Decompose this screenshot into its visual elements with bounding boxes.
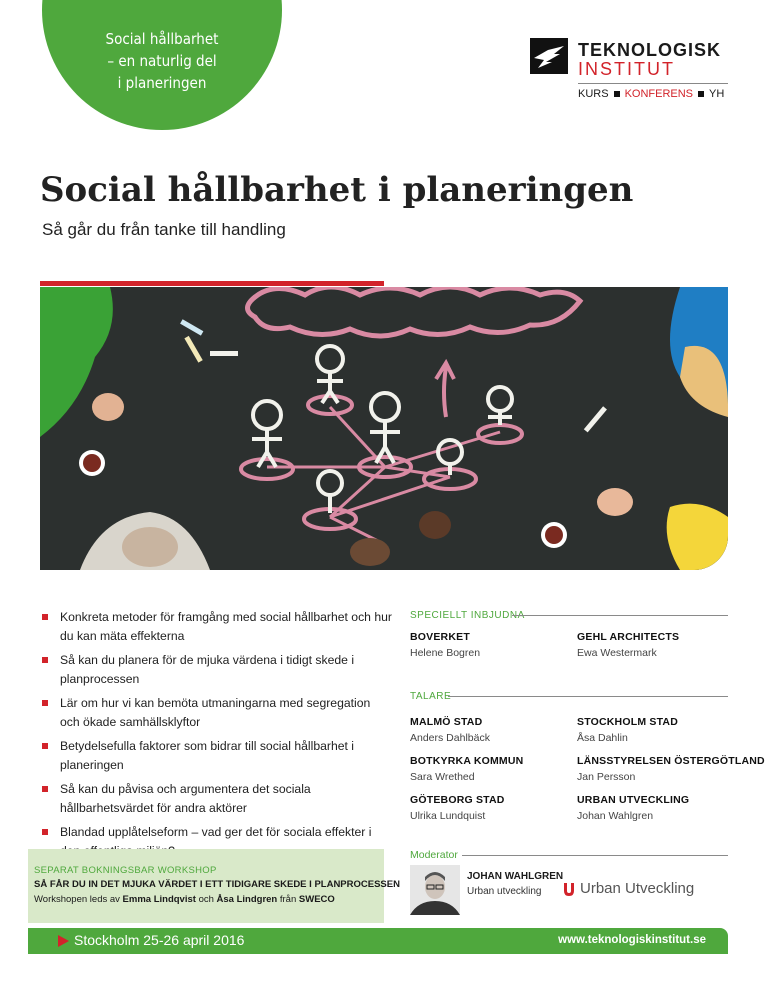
speaker-org: MALMÖ STAD [410, 716, 483, 728]
invited-name: Ewa Westermark [577, 647, 657, 659]
speaker [410, 794, 505, 822]
website-link[interactable]: www.teknologiskinstitut.se [558, 934, 706, 946]
play-arrow-icon [58, 935, 69, 947]
speakers-heading: TALARE [410, 691, 452, 702]
workshop-note [34, 894, 384, 905]
workshop-from: från [279, 894, 297, 905]
hero-image [40, 287, 728, 570]
urban-utveckling-mark-icon [562, 881, 576, 897]
workshop-title: SÅ FÅR DU IN DET MJUKA VÄRDET I ETT TIDIGARE SKEDE I PLANPROCESSEN [34, 879, 400, 890]
bullet-item: Blandad upplåtelseform – vad ger det för sociala effekter i [42, 823, 392, 860]
logo-divider [578, 83, 728, 84]
invited-person [577, 631, 679, 659]
speaker-org: URBAN UTVECKLING [577, 794, 690, 806]
tag-konferens: KONFERENS [624, 88, 694, 100]
speaker [577, 716, 678, 744]
logo-name-line1: TEKNOLOGISK [578, 40, 722, 60]
topic-badge [42, 0, 282, 130]
speaker-name: Anders Dahlbäck [410, 732, 490, 744]
speaker [410, 755, 523, 783]
badge-line-1: Social hållbarhet [105, 30, 219, 48]
page-title: Social hållbarhet i planeringen [40, 170, 634, 210]
speaker-name: Johan Wahlgren [577, 810, 654, 822]
speaker-org: LÄNSSTYRELSEN ÖSTERGÖTLAND [577, 755, 765, 767]
bullet-item: Lär om hur vi kan bemöta utmaningarna med segregation och ökade samhällsklyftor [42, 694, 392, 731]
workshop-note-prefix: Workshopen leds av [34, 894, 120, 905]
workshop-label: SEPARAT BOKNINGSBAR WORKSHOP [34, 865, 217, 876]
logo-emblem-icon [530, 38, 568, 74]
speaker-name: Jan Persson [577, 771, 636, 783]
badge-line-2: – en naturlig del [107, 52, 217, 70]
badge-line-3: i planeringen [117, 74, 207, 92]
bullet-item: Så kan du planera för de mjuka värdena i tidigt skede i planprocessen [42, 651, 392, 688]
speaker-org: STOCKHOLM STAD [577, 716, 678, 728]
logo-name-line2: INSTITUT [578, 59, 675, 79]
key-points-list [42, 608, 392, 866]
speaker [577, 794, 689, 822]
invited-name: Helene Bogren [410, 647, 481, 659]
square-icon [614, 91, 620, 97]
moderator-org: Urban utveckling [467, 886, 542, 897]
speaker-name: Sara Wrethed [410, 771, 475, 783]
speakers-divider [448, 696, 728, 697]
invited-person [410, 631, 480, 659]
tag-kurs: KURS [578, 88, 609, 100]
logo-tagline [578, 88, 724, 100]
bullet-item: Betydelsefulla faktorer som bidrar till social hållbarhet i planeringen [42, 737, 392, 774]
bullet-item: Konkreta metoder för framgång med social hållbarhet och hur du kan mäta effekterna [42, 608, 392, 645]
invited-heading: SPECIELLT INBJUDNA [410, 610, 525, 621]
moderator-photo [410, 865, 460, 915]
speaker [577, 755, 765, 783]
event-location-date: Stockholm 25-26 april 2016 [74, 932, 245, 948]
accent-bar [40, 281, 384, 286]
urban-utveckling-logo-text: Urban Utveckling [580, 880, 695, 898]
urban-utveckling-logo [562, 880, 694, 898]
workshop-company: SWECO [298, 894, 335, 905]
invited-org: BOVERKET [410, 631, 470, 643]
invited-divider [512, 615, 728, 616]
workshop-leader-2: Åsa Lindgren [216, 894, 278, 905]
footer-bar [28, 928, 728, 954]
speaker-name: Ulrika Lundquist [410, 810, 486, 822]
square-icon [698, 91, 704, 97]
workshop-box [28, 849, 400, 923]
invited-org: GEHL ARCHITECTS [577, 631, 680, 643]
moderator-divider [462, 855, 728, 856]
page-subtitle: Så går du från tanke till handling [42, 220, 286, 239]
bullet-item: Så kan du påvisa och argumentera det sociala hållbarhetsvärdet för andra aktörer [42, 780, 392, 817]
workshop-and: och [198, 894, 214, 905]
workshop-leader-1: Emma Lindqvist [122, 894, 196, 905]
speaker-org: BOTKYRKA KOMMUN [410, 755, 524, 767]
moderator-name: JOHAN WAHLGREN [467, 871, 564, 882]
tag-yh: YH [709, 88, 725, 100]
speaker-name: Åsa Dahlin [577, 732, 628, 744]
speaker [410, 716, 490, 744]
speaker-org: GÖTEBORG STAD [410, 794, 505, 806]
moderator-heading: Moderator [410, 849, 458, 861]
